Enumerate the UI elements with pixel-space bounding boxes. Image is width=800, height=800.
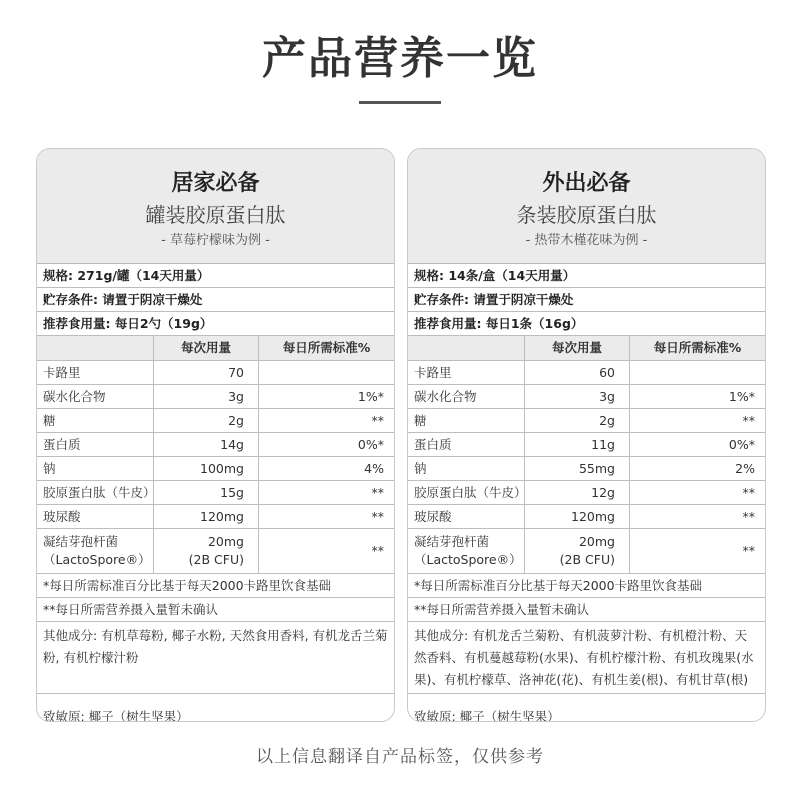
table-row (37, 409, 394, 433)
nutrient-amount: 120mg (524, 505, 629, 528)
table-row (408, 433, 765, 457)
nutrient-dv (258, 361, 394, 384)
footnote-dv: *每日所需标准百分比基于每天2000卡路里饮食基础 (37, 574, 394, 598)
allergen-info: 致敏原: 椰子（树生坚果） (414, 709, 560, 722)
nutrient-amount: 120mg (153, 505, 258, 528)
card-flavor-note: - 热带木槿花味为例 - (525, 233, 648, 248)
nutrient-name: 玻尿酸 (414, 508, 452, 524)
nutrient-amount: 11g (524, 433, 629, 456)
card-product-name: 罐装胶原蛋白肽 (145, 203, 286, 227)
nutrient-amount: 70 (153, 361, 258, 384)
nutrient-dv: 1%* (258, 385, 394, 408)
translation-disclaimer: 以上信息翻译自产品标签，仅供参考 (256, 747, 544, 767)
card-flavor-note: - 草莓柠檬味为例 - (161, 233, 270, 248)
nutrient-amount: 2g (153, 409, 258, 432)
table-row (408, 385, 765, 409)
probiotic-amount: 20mg (207, 534, 244, 549)
footnote-unconfirmed: **每日所需营养摄入量暂未确认 (37, 598, 394, 622)
nutrient-name: 卡路里 (43, 364, 81, 380)
table-row (37, 457, 394, 481)
nutrient-amount: 12g (524, 481, 629, 504)
nutrient-amount: 14g (153, 433, 258, 456)
nutrient-amount: 3g (524, 385, 629, 408)
footnote-unconfirmed: **每日所需营养摄入量暂未确认 (408, 598, 765, 622)
header-amount: 每次用量 (153, 336, 258, 360)
page-title: 产品营养一览 (262, 33, 538, 84)
spec-row: 规格: 14条/盒（14天用量） (408, 264, 765, 288)
table-row (37, 385, 394, 409)
table-row (408, 481, 765, 505)
nutrient-name: 碳水化合物 (414, 388, 477, 404)
nutrient-dv: 0%* (629, 433, 765, 456)
nutrient-name: 蛋白质 (414, 436, 452, 452)
nutrient-amount: 15g (153, 481, 258, 504)
probiotic-amount-cell (524, 529, 629, 573)
card-product-name: 条装胶原蛋白肽 (516, 203, 657, 227)
probiotic-name: 凝结芽孢杆菌 (43, 534, 119, 549)
serving-row: 推荐食用量: 每日2勺（19g） (37, 312, 394, 336)
nutrient-name: 胶原蛋白肽（牛皮） (43, 484, 156, 500)
nutrient-dv: ** (258, 505, 394, 528)
nutrient-name: 蛋白质 (43, 436, 81, 452)
probiotic-cfu: (2B CFU) (559, 552, 615, 567)
nutrient-name: 钠 (414, 460, 427, 476)
nutrient-dv: 4% (258, 457, 394, 480)
nutrient-amount: 100mg (153, 457, 258, 480)
footnote-dv: *每日所需标准百分比基于每天2000卡路里饮食基础 (408, 574, 765, 598)
probiotic-dv: ** (258, 529, 394, 573)
table-row (37, 481, 394, 505)
header-blank (37, 336, 153, 360)
table-row (408, 361, 765, 385)
spec-row: 规格: 271g/罐（14天用量） (37, 264, 394, 288)
card-header (37, 149, 394, 264)
nutrition-card-home (36, 148, 395, 722)
nutrient-name: 碳水化合物 (43, 388, 106, 404)
nutrient-name: 卡路里 (414, 364, 452, 380)
storage-row: 贮存条件: 请置于阴凉干燥处 (37, 288, 394, 312)
table-row (37, 361, 394, 385)
nutrient-dv: ** (258, 481, 394, 504)
table-row-probiotic (37, 529, 394, 574)
probiotic-name-cell (37, 529, 153, 573)
nutrition-card-travel (407, 148, 766, 722)
nutrient-name: 玻尿酸 (43, 508, 81, 524)
probiotic-dv: ** (629, 529, 765, 573)
header-daily-value: 每日所需标准% (629, 336, 765, 360)
probiotic-amount: 20mg (578, 534, 615, 549)
nutrient-amount: 60 (524, 361, 629, 384)
storage-row: 贮存条件: 请置于阴凉干燥处 (408, 288, 765, 312)
table-header (408, 336, 765, 361)
probiotic-brand: （LactoSpore®） (43, 552, 151, 567)
nutrient-name: 糖 (43, 412, 56, 428)
table-row (408, 409, 765, 433)
serving-row: 推荐食用量: 每日1条（16g） (408, 312, 765, 336)
probiotic-name-cell (408, 529, 524, 573)
header-blank (408, 336, 524, 360)
table-row (408, 505, 765, 529)
table-row (37, 505, 394, 529)
table-row-probiotic (408, 529, 765, 574)
probiotic-cfu: (2B CFU) (188, 552, 244, 567)
other-ingredients: 其他成分: 有机龙舌兰菊粉、有机菠萝汁粉、有机橙汁粉、天然香料、有机蔓越莓粉(水果)、有机柠檬汁粉、有机玫瑰果(水果)、有机柠檬草、洛神花(花)、有机生姜(根)、有机甘草(根) (408, 622, 765, 694)
nutrient-name: 糖 (414, 412, 427, 428)
header-amount: 每次用量 (524, 336, 629, 360)
nutrient-dv: 2% (629, 457, 765, 480)
nutrient-dv: ** (629, 409, 765, 432)
nutrient-dv: 0%* (258, 433, 394, 456)
nutrient-dv: ** (629, 481, 765, 504)
nutrient-name: 钠 (43, 460, 56, 476)
card-heading: 居家必备 (171, 171, 260, 196)
allergen-info: 致敏原: 椰子（树生坚果） (43, 709, 189, 722)
card-heading: 外出必备 (542, 171, 631, 196)
table-row (37, 433, 394, 457)
nutrient-amount: 3g (153, 385, 258, 408)
nutrient-dv: ** (629, 505, 765, 528)
nutrient-amount: 55mg (524, 457, 629, 480)
nutrient-dv: ** (258, 409, 394, 432)
nutrient-dv (629, 361, 765, 384)
header-daily-value: 每日所需标准% (258, 336, 394, 360)
table-row (408, 457, 765, 481)
nutrient-dv: 1%* (629, 385, 765, 408)
title-underline (359, 101, 441, 104)
card-header (408, 149, 765, 264)
probiotic-name: 凝结芽孢杆菌 (414, 534, 490, 549)
probiotic-amount-cell (153, 529, 258, 573)
nutrient-name: 胶原蛋白肽（牛皮） (414, 484, 527, 500)
other-ingredients: 其他成分: 有机草莓粉, 椰子水粉, 天然食用香料, 有机龙舌兰菊粉, 有机柠檬汁粉 (37, 622, 394, 694)
nutrient-amount: 2g (524, 409, 629, 432)
table-header (37, 336, 394, 361)
probiotic-brand: （LactoSpore®） (414, 552, 522, 567)
